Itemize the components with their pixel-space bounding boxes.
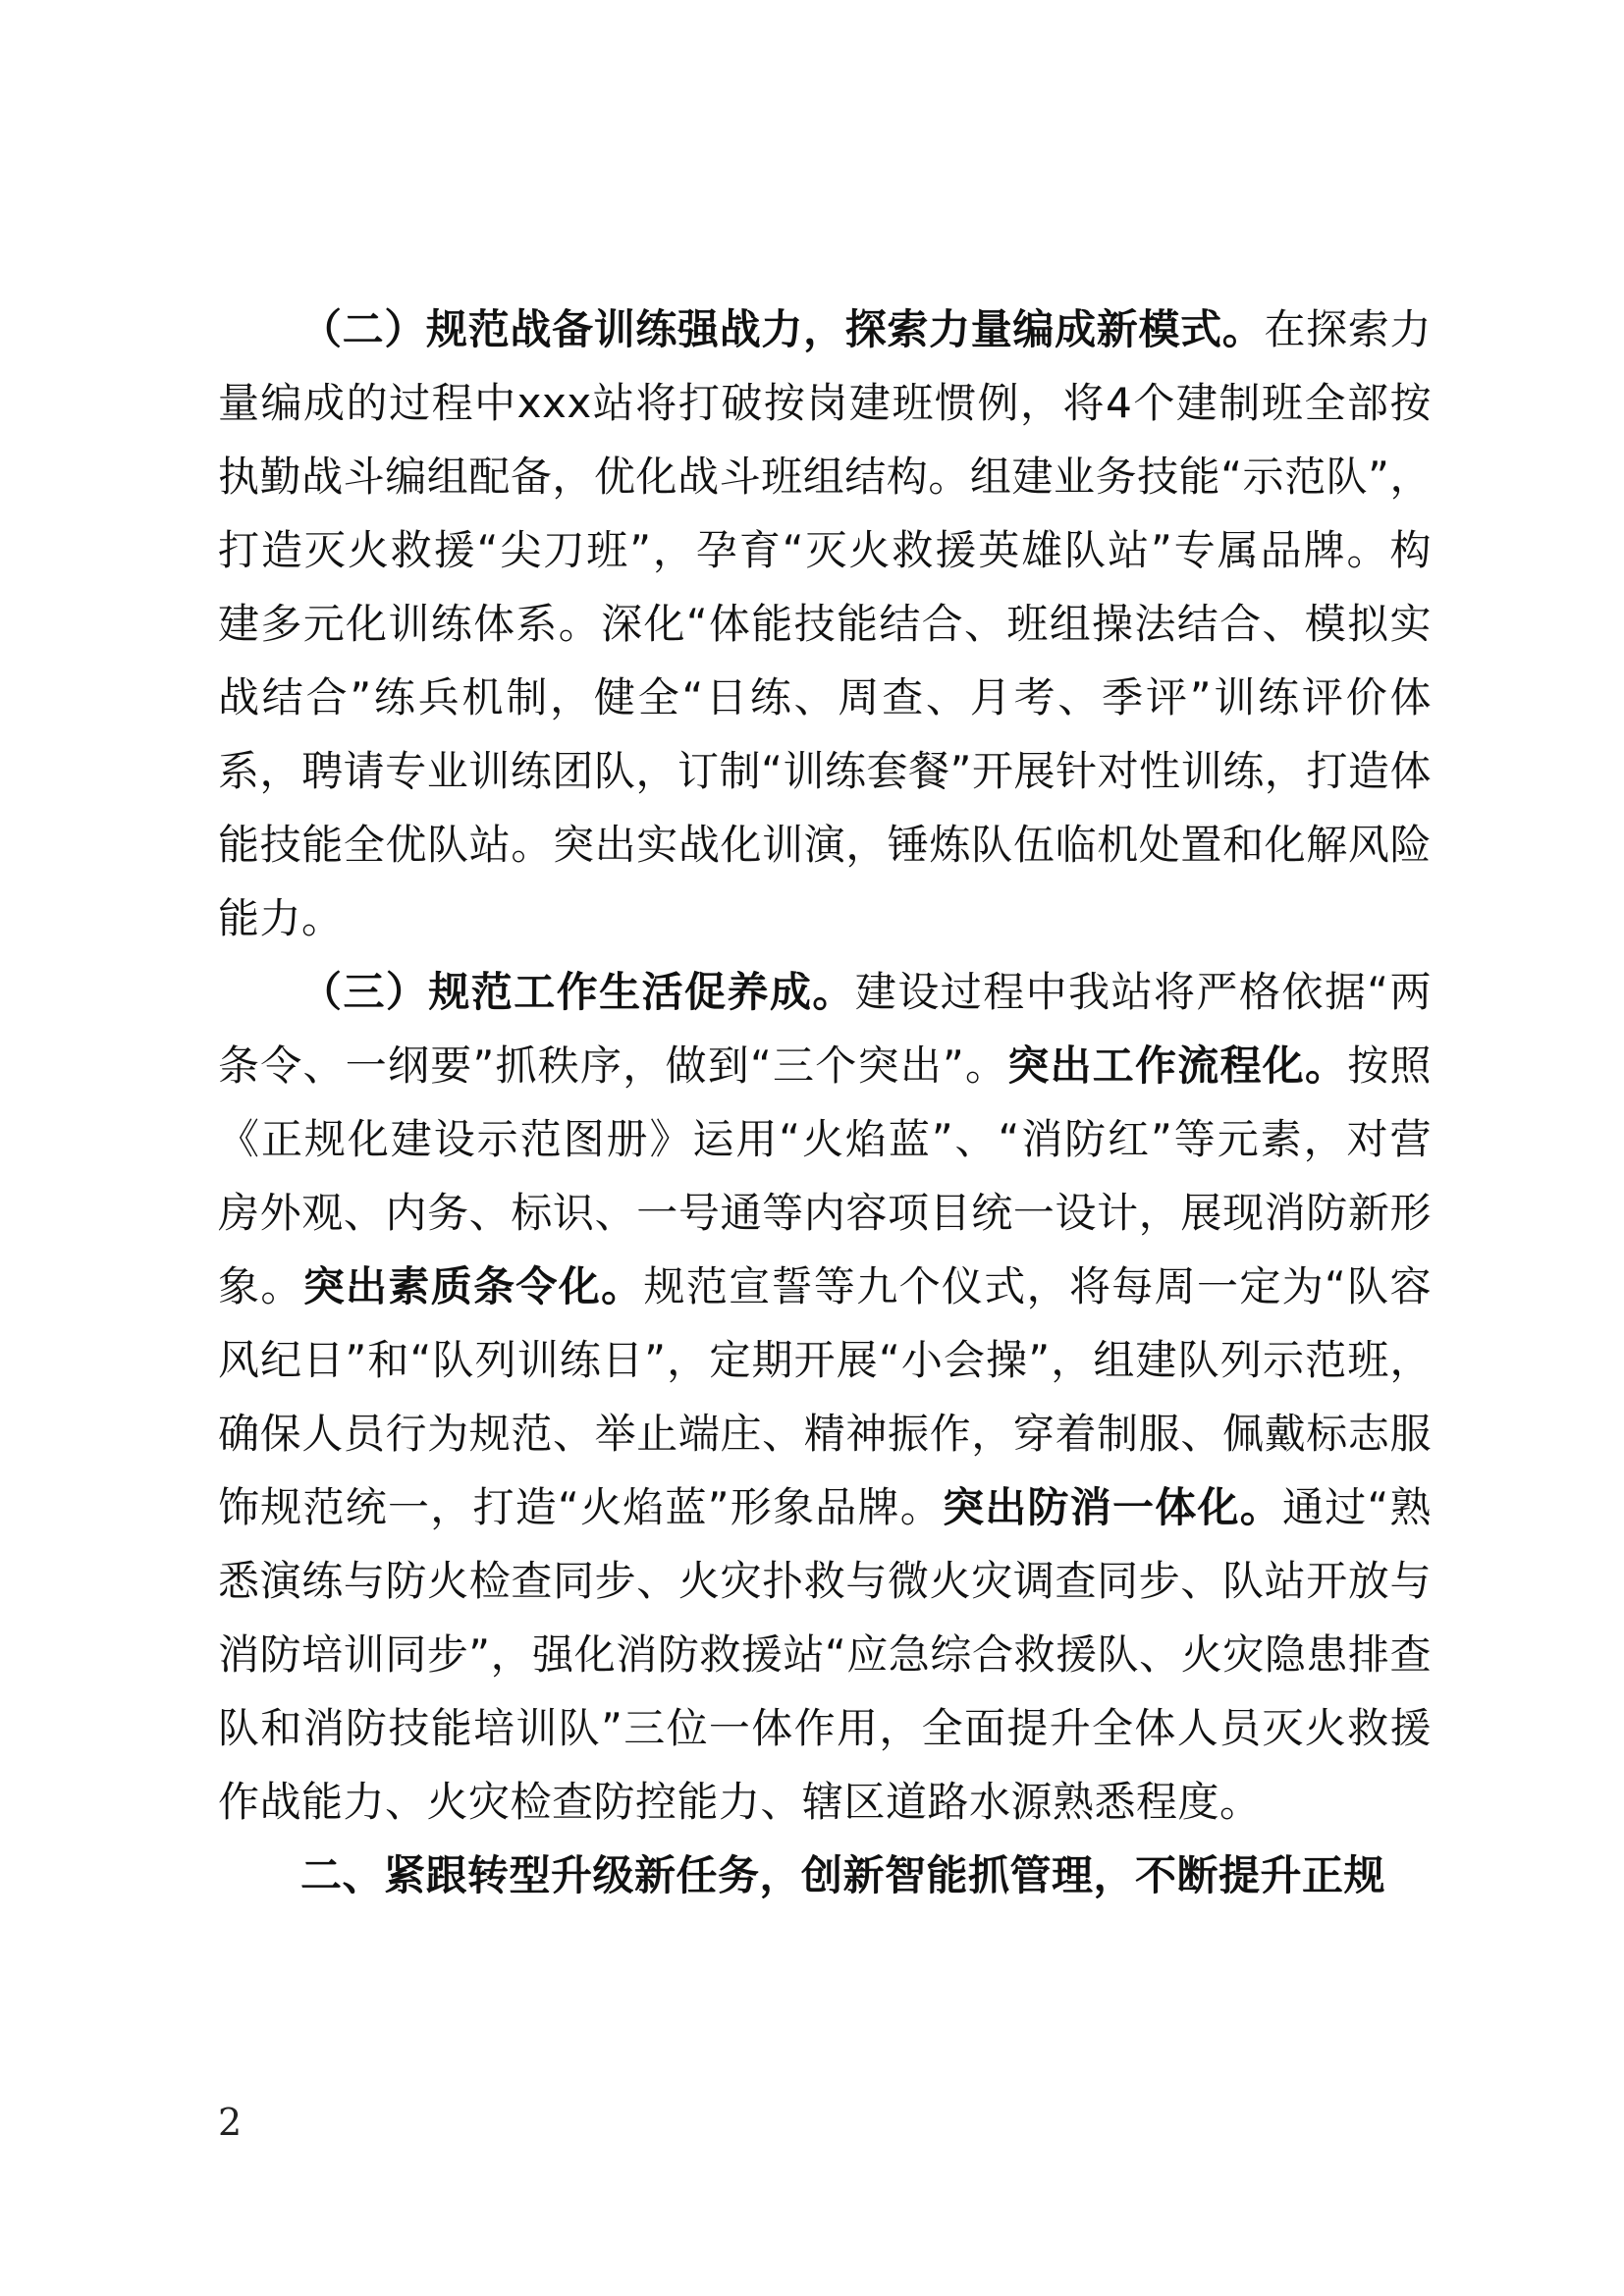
paragraph-heading-training: （二）规范战备训练强战力，探索力量编成新模式。 xyxy=(300,305,1265,353)
subheading-workflow: 突出工作流程化。 xyxy=(1007,1041,1348,1090)
subheading-integration: 突出防消一体化。 xyxy=(942,1483,1282,1531)
paragraph-text-integration: 通过“熟悉演练与防火检查同步、火灾扑救与微火灾调查同步、队站开放与消防培训同步”，强化消防救援站“应急综合救援队、火灾隐患排查队和消防技能培训队”三位一体作用，全面提升全体人员灭火救援作战能力、火灾检查防控能力、辖区道路水源熟悉程度。 xyxy=(218,1483,1432,1826)
paragraph-daily-life xyxy=(218,955,1432,1839)
page-number: 2 xyxy=(218,2101,243,2144)
paragraph-text-training: 在探索力量编成的过程中xxx站将打破按岗建班惯例，将4个建制班全部按执勤战斗编组配备，优化战斗班组结构。组建业务技能“示范队”，打造灭火救援“尖刀班”，孕育“灭火救援英雄队站”专属品牌。构建多元化训练体系。深化“体能技能结合、班组操法结合、模拟实战结合”练兵机制，健全“日练、周查、月考、季评”训练评价体系，聘请专业训练团队，订制“训练套餐”开展针对性训练，打造体能技能全优队站。突出实战化训演，锤炼队伍临机处置和化解风险能力。 xyxy=(218,305,1432,942)
paragraph-text-discipline: 规范宣誓等九个仪式，将每周一定为“队容风纪日”和“队列训练日”，定期开展“小会操”，组建队列示范班，确保人员行为规范、举止端庄、精神振作，穿着制服、佩戴标志服饰规范统一，打造“火焰蓝”形象品牌。 xyxy=(218,1262,1432,1531)
paragraph-text-workflow: 按照《正规化建设示范图册》运用“火焰蓝”、“消防红”等元素，对营房外观、内务、标识、一号通等内容项目统一设计，展现消防新形象。 xyxy=(218,1041,1432,1310)
document-body xyxy=(218,293,1432,1912)
paragraph-training xyxy=(218,293,1432,955)
paragraph-heading-daily-life: （三）规范工作生活促养成。 xyxy=(300,968,855,1016)
subheading-discipline: 突出素质条令化。 xyxy=(302,1262,644,1310)
paragraph-text-intro: 建设过程中我站将严格依据“两条令、一纲要”抓秩序，做到“三个突出”。 xyxy=(218,968,1432,1090)
section-heading-two: 二、紧跟转型升级新任务，创新智能抓管理，不断提升正规 xyxy=(300,1851,1386,1899)
